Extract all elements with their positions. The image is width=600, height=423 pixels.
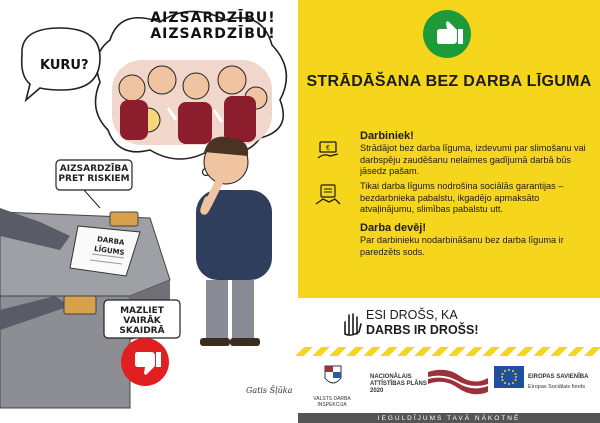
money-hand-icon bbox=[316, 140, 340, 162]
employer-heading: Darba devēj! bbox=[360, 222, 427, 234]
employee-block bbox=[360, 130, 592, 178]
thumbs-down-icon bbox=[121, 338, 169, 386]
funding-footer bbox=[298, 356, 600, 423]
crowd-shout: AIZSARDZĪBU! AIZSARDZĪBU! bbox=[150, 10, 276, 42]
employee-heading: Darbiniek! bbox=[360, 130, 414, 142]
latvia-coat-of-arms-logo bbox=[322, 364, 344, 388]
slogan-ribbon bbox=[296, 298, 600, 356]
contract-label: DARBA LĪGUMS bbox=[93, 235, 125, 258]
svg-text:€: € bbox=[326, 145, 330, 152]
employer-text: Par darbinieku nodarbināšanu bez darba līguma ir paredzēts sods. bbox=[360, 235, 564, 257]
nap-name: NACIONĀLAIS ATTĪSTĪBAS PLĀNS 2020 bbox=[370, 374, 427, 394]
thumbs-down-badge bbox=[121, 338, 169, 386]
eu-name: EIROPAS SAVIENĪBA bbox=[528, 374, 589, 380]
hand-raised-icon bbox=[340, 310, 362, 336]
motto-text: IEGULDĪJUMS TAVĀ NĀKOTNĒ bbox=[377, 415, 521, 422]
poster-title: STRĀDĀŠANA BEZ DARBA LĪGUMA bbox=[306, 73, 592, 90]
slogan-line2: DARBS IR DROŠS! bbox=[366, 323, 479, 337]
thumbs-up-icon bbox=[423, 10, 471, 58]
artist-signature: Gatis Šļūka bbox=[246, 386, 293, 395]
handshake-icon bbox=[315, 184, 341, 208]
slogan bbox=[366, 308, 479, 338]
question-bubble: KURU? bbox=[40, 58, 89, 73]
eu-flag-logo bbox=[494, 366, 524, 388]
employer-block bbox=[360, 222, 592, 258]
cartoon-panel bbox=[0, 0, 298, 423]
employee-text: Strādājot bez darba līguma, izdevumi par slimošanu vai darbspēju zaudēšanu nelaimes gadījumā darbā būs jāsedz pašam. bbox=[360, 143, 586, 176]
thumbs-up-badge bbox=[423, 10, 471, 58]
pay-label: MAZLIET VAIRĀK SKAIDRĀ bbox=[119, 306, 165, 336]
esf-name: Eiropas Sociālais fonds bbox=[528, 383, 586, 390]
latvia-flag-logo bbox=[426, 366, 490, 396]
slogan-line1: ESI DROŠS, KA bbox=[366, 308, 458, 322]
motto-bar bbox=[298, 413, 600, 423]
protection-label: AIZSARDZĪBA PRET RISKIEM bbox=[58, 164, 130, 184]
inspection-name: VALSTS DARBA INSPEKCIJA bbox=[313, 396, 351, 408]
guarantees-text: Tikai darba līgums nodrošina sociālās garantijas – bezdarbnieka pabalstu, ikgadējo apmaksāto atvaļinājumu, slimības pabalstu utt. bbox=[360, 181, 564, 214]
